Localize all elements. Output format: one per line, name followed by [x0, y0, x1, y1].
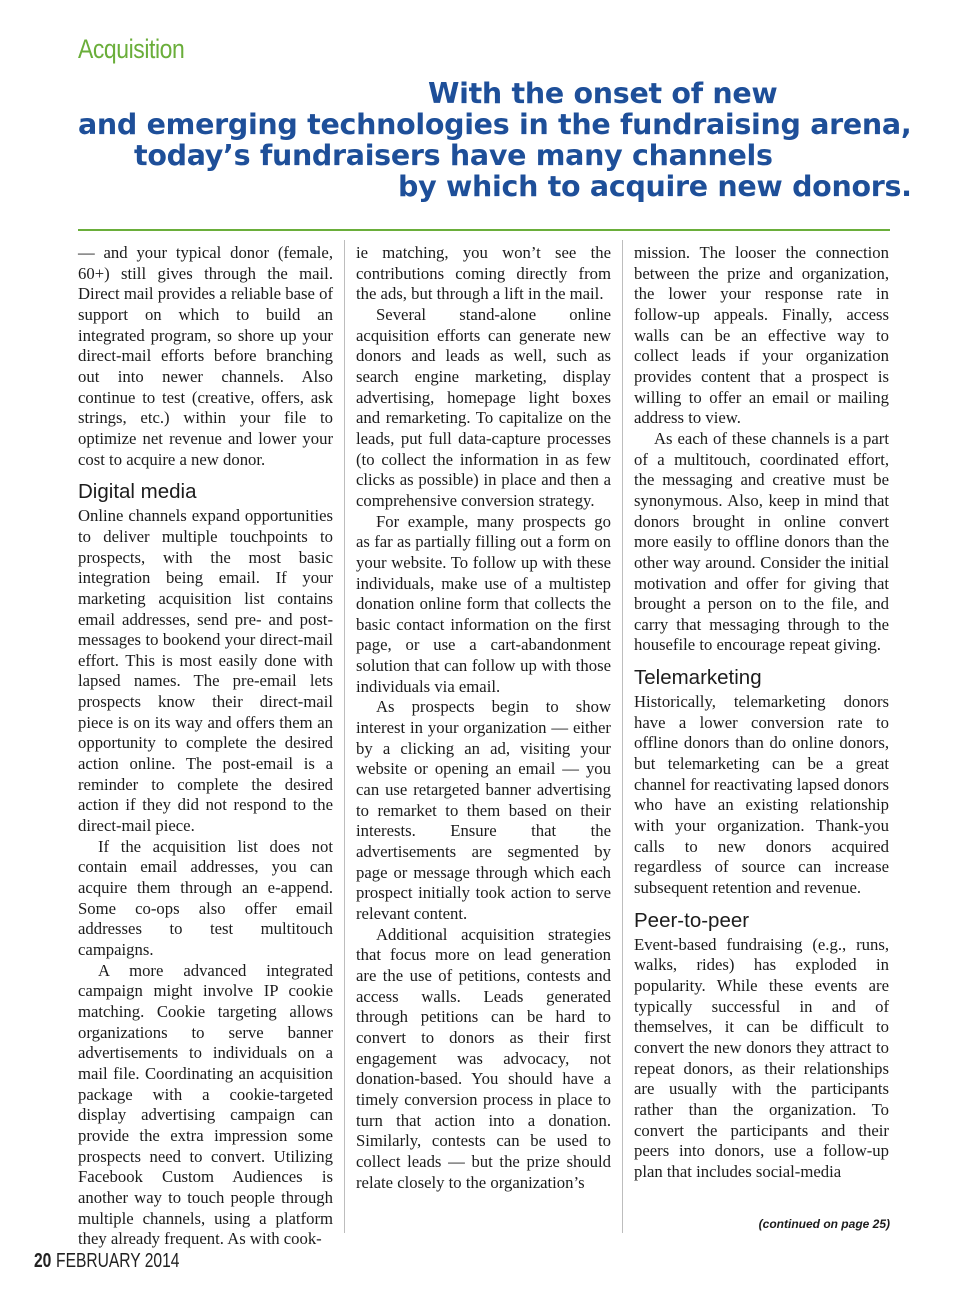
body-paragraph: As each of these channels is a part of a multitouch, coordinated effort, the messaging and creative must be synonymous. Also, keep in mind that donors brought in online convert more easily to offline donors than the other way around. Consider the initial motivation and offer for giving that brought a person on to the file, and carry that messaging through to the housefile to encourage repeat giving.: [634, 428, 889, 655]
issue-date: FEBRUARY 2014: [56, 1250, 180, 1272]
headline-line: today’s fundraisers have many channels: [134, 139, 773, 172]
body-paragraph: Additional acquisition strategies that focus more on lead generation are the use of petitions, contests and access walls. Leads generated through petitions can be hard to convert to donors as their first engagement was advocacy, not donation-based. You should have a timely conversion process in place to turn that action into a donation. Similarly, contests can be used to collect leads — but the prize should relate closely to the organization’s: [356, 924, 611, 1192]
body-paragraph: Online channels expand opportunities to deliver multiple touchpoints to prospects, with the most basic integration being email. If your marketing acquisition list contains email addresses, send pre- and post-messages to bookend your direct-mail effort. This is most easily done with lapsed names. The pre-email lets prospects know their direct-mail piece is on its way and offers them an opportunity to complete the desired action online. The post-email is a reminder to complete the desired action if they did not respond to the direct-mail piece.: [78, 506, 333, 836]
headline-line: and emerging technologies in the fundraising arena,: [78, 108, 912, 141]
section-heading: Digital media: [78, 480, 197, 504]
body-paragraph: For example, many prospects go as far as partially filling out a form on your website. To follow up with these individuals, make use of a multistep donation online form that collects the basic contact information on the first page, or use a cart-abandonment solution that can follow up with those individuals via email.: [356, 511, 611, 696]
body-paragraph: ie matching, you won’t see the contributions coming directly from the ads, but through a lift in the mail.: [356, 243, 611, 304]
body-paragraph: Several stand-alone online acquisition efforts can generate new donors and leads as well, such as search engine marketing, display advertising, homepage light boxes and remarketing. To capitalize on the leads, put full data-capture processes (to collect the information in as few clicks as possible) in place and then a comprehensive conversion strategy.: [356, 304, 611, 510]
headline: [0, 78, 960, 202]
section-heading: Peer-to-peer: [634, 908, 750, 932]
article-column-3: [634, 243, 889, 1183]
headline-line: by which to acquire new donors.: [398, 170, 912, 203]
continued-note: (continued on page 25): [758, 1217, 890, 1231]
column-divider: [622, 240, 623, 1233]
page-footer: [34, 1250, 179, 1273]
section-label: Acquisition: [78, 34, 185, 64]
article-column-1: [78, 243, 333, 1250]
body-paragraph: A more advanced integrated campaign might involve IP cookie matching. Cookie targeting allows organizations to serve banner advertisements to individuals on a mail file. Coordinating an acquisition package with a cookie-targeted display advertising campaign can provide the extra impression some prospects need to convert. Utilizing Facebook Custom Audiences is another way to touch people through multiple channels, using a platform they already frequent. As with cook-: [78, 960, 333, 1249]
headline-divider: [78, 229, 890, 231]
body-paragraph: — and your typical donor (female, 60+) still gives through the mail. Direct mail provides a reliable base of support on which to build an integrated program, so shore up your direct-mail efforts before branching out into newer channels. Also continue to test (creative, offers, ask strings, etc.) within your file to optimize net revenue and lower your cost to acquire a new donor.: [78, 243, 333, 469]
section-heading: Telemarketing: [634, 666, 762, 690]
body-paragraph: As prospects begin to show interest in your organization — either by a clicking an ad, visiting your website or opening an email — you can use retargeted banner advertising to remarket to them based on their interests. Ensure that the advertisements are segmented by page or message through which each prospect initially took action to serve relevant content.: [356, 697, 611, 923]
body-paragraph: Event-based fundraising (e.g., runs, walks, rides) has exploded in popularity. While these events are typically successful in and of themselves, it can be difficult to convert the new donors they attract to repeat donors, as their relationships are usually with the participants rather than the organization. To convert the participants and their peers into donors, use a follow-up plan that includes social-media: [634, 934, 889, 1181]
headline-line: With the onset of new: [428, 77, 778, 110]
column-divider: [344, 240, 345, 1233]
body-paragraph: Historically, telemarketing donors have a lower conversion rate to offline donors than do online donors, but telemarketing can be a great channel for reactivating lapsed donors who have an existing relationship with your organization. Thank-you calls to new donors acquired regardless of source can increase subsequent retention and revenue.: [634, 692, 889, 898]
body-paragraph: mission. The looser the connection between the prize and organization, the lower your response rate in follow-up appeals. Finally, access walls can be an effective way to collect leads if your organization provides content that a prospect is willing to offer an email or mailing address to view.: [634, 243, 889, 428]
article-column-2: [356, 243, 611, 1193]
page-number: 20: [34, 1250, 52, 1272]
body-paragraph: If the acquisition list does not contain email addresses, you can acquire them through an e-append. Some co-ops also offer email addresses to test multitouch campaigns.: [78, 836, 333, 959]
